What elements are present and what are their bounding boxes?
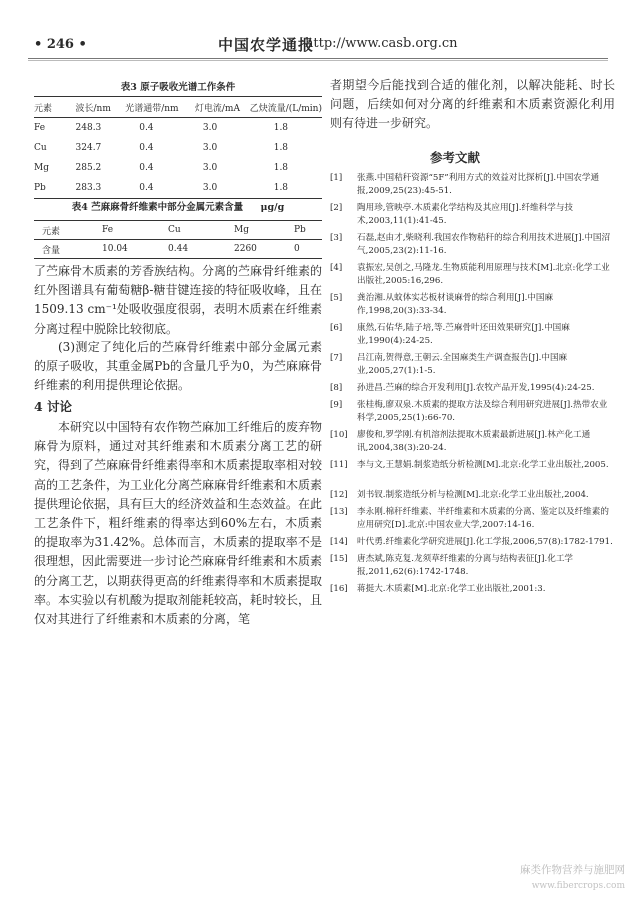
reference-number: [12] (330, 490, 348, 500)
reference-number: [11] (330, 460, 348, 470)
table4-unit: μg/g (260, 202, 285, 213)
table3-cell: 3.0 (202, 143, 218, 153)
section-title-discussion: 4 讨论 (34, 399, 73, 414)
reference-text: 孙进昌.苎麻的综合开发利用[J].农牧产品开发,1995(4):24-25. (357, 383, 595, 393)
table4-header-row (34, 221, 322, 240)
table4-header-cell: Mg (234, 225, 249, 235)
reference-text: 吕江南,贺得意,王朝云.全国麻类生产调查报告[J].中国麻业,2005,27(1):1-5. (357, 353, 568, 376)
reference-item (330, 583, 615, 596)
reference-item (330, 172, 615, 198)
reference-number: [8] (330, 383, 343, 393)
reference-item (330, 232, 615, 258)
table3-header-row (34, 97, 322, 118)
table3-cell: Mg (34, 163, 49, 173)
reference-text: 刘书钗.制浆造纸分析与检测[M].北京:化学工业出版社,2004. (357, 490, 589, 500)
table3-cell: 3.0 (202, 163, 218, 173)
reference-text: 陶用珍,管映亭.木质素化学结构及其应用[J].纤维科学与技术,2003,11(1):41-45. (357, 203, 574, 226)
reference-text: 袁振宏,吴创之,马隆龙.生物质能利用原理与技术[M].北京:化学工业出版社,2005:16,296. (357, 263, 610, 286)
left-paragraph-results-metals: (3)测定了纯化后的苎麻骨纤维素中部分金属元素的原子吸收，其重金属Pb的含量几乎为0，为苎麻麻骨纤维素的利用提供理论依据。 (34, 340, 322, 393)
reference-number: [5] (330, 293, 343, 303)
table4-cell: 2260 (234, 244, 257, 254)
table3-cell: 0.4 (139, 163, 154, 173)
reference-text: 李与文,王慧娟.制浆造纸分析检测[M].北京:化学工业出版社,2005. (357, 460, 609, 470)
table4-cell: 0.44 (168, 244, 189, 254)
reference-number: [2] (330, 203, 343, 213)
table3-cell: 0.4 (139, 183, 154, 193)
table3-cell: 285.2 (75, 163, 102, 173)
reference-text: 叶代勇.纤维素化学研究进展[J].化工学报,2006,57(8):1782-1791. (357, 537, 613, 547)
reference-item (330, 459, 615, 472)
left-paragraph-discussion: 本研究以中国特有农作物苎麻加工纤维后的废弃物麻骨为原料，通过对其纤维素和木质素分离工艺的研究，得到了苎麻麻骨纤维素得率和木质素提取率相对较高的工艺条件，为工业化分离苎麻麻骨纤维素和木质素提供理论依据，具有巨大的经济效益和生态效益。在此工艺条件下，粗纤维素的得率达到60%左右，木质素的提取率为31.42%。总体而言，木质素的提取率不是很理想，因此需要进一步讨论苎麻麻骨纤维素和木质素的分离工艺，以期获得更高的纤维素得率和木质素提取率。本实验以有机酸为提取剂能耗较高，耗时较长，且仅对其进行了纤维素和木质素的分离，笔 (34, 420, 323, 627)
reference-number: [7] (330, 353, 343, 363)
table4-header-cell: 元素 (42, 226, 61, 237)
reference-item (330, 202, 615, 228)
reference-number: [4] (330, 263, 343, 273)
reference-number: [10] (330, 430, 348, 440)
reference-text: 蒋挺大.木质素[M].北京:化学工业出版社,2001:3. (357, 584, 546, 594)
table3-cell: 0.4 (139, 143, 154, 153)
reference-item (330, 352, 615, 378)
table4-cell: 0 (294, 244, 300, 254)
table3-cell: Pb (34, 183, 46, 193)
reference-item (330, 429, 615, 455)
table3-caption: 表3 原子吸收光谱工作条件 (120, 82, 236, 93)
table-row (34, 240, 322, 259)
reference-item (330, 382, 615, 395)
journal-title: 中国农学通报 (218, 36, 315, 54)
table3-header-cell: 波长/nm (75, 103, 111, 114)
table-row (34, 118, 322, 139)
reference-text: 李永刚.棉秆纤维素、半纤维素和木质素的分离、鉴定以及纤维素的应用研究[D].北京:中国农业大学,2007:14-16. (357, 507, 609, 530)
reference-item (330, 536, 615, 549)
header-rule (28, 58, 608, 59)
reference-text: 张燕.中国秸秆资源“5F”利用方式的效益对比探析[J].中国农学通报,2009,25(23):45-51. (357, 173, 600, 196)
journal-url: http://www.casb.org.cn (305, 36, 458, 51)
reference-item (330, 506, 615, 532)
left-paragraph-results-ir: 了苎麻骨木质素的芳香族结构。分离的苎麻骨纤维素的红外图谱具有葡萄糖β-糖苷键连接的特征吸收峰，且在1509.13 cm⁻¹处吸收强度很弱，表明木质素在纤维素分离过程中脱除比较彻底。 (34, 264, 323, 336)
reference-text: 张桂梅,廖双泉.木质素的提取方法及综合利用研究进展[J].热带农业科学,2005,25(1):66-70. (357, 400, 608, 423)
header-rule-secondary (28, 60, 608, 61)
table4 (34, 220, 322, 259)
reference-text: 唐杰斌,陈克复.龙须草纤维素的分离与结构表征[J].化工学报,2011,62(6):1742-1748. (357, 554, 574, 577)
reference-number: [9] (330, 400, 343, 410)
reference-text: 石磊,赵由才,柴晓利.我国农作物秸秆的综合利用技术进展[J].中国沼气,2005,23(2):11-16. (357, 233, 611, 256)
reference-number: [3] (330, 233, 343, 243)
table3-header-cell: 光谱通带/nm (125, 103, 179, 114)
table3-cell: Fe (34, 123, 46, 133)
right-paragraph-continuation: 者期望今后能找到合适的催化剂，以解决能耗、时长问题，后续如何对分离的纤维素和木质素资源化利用则有待进一步研究。 (330, 78, 615, 131)
table3-header-cell: 乙炔流量/(L/min) (249, 103, 322, 114)
table3-header-cell: 元素 (34, 103, 53, 114)
table3-cell: 1.8 (273, 163, 289, 173)
table-row (34, 178, 322, 199)
table4-caption-line (34, 199, 322, 213)
table3-cell: 3.0 (202, 183, 218, 193)
reference-item (330, 322, 615, 348)
table-row (34, 158, 322, 178)
table3-cell: 1.8 (273, 123, 289, 133)
reference-item (330, 489, 615, 502)
reference-text: 康然,石佑华,陆子培,等.苎麻骨叶还田效果研究[J].中国麻业,1990(4):24-25. (357, 323, 570, 346)
reference-number: [16] (330, 584, 348, 594)
table4-cell: 含量 (42, 245, 61, 256)
table4-header-cell: Pb (294, 225, 306, 235)
watermark-title: 麻类作物营养与施肥网 (520, 864, 625, 876)
reference-number: [13] (330, 507, 348, 517)
table3-cell: 324.7 (75, 143, 102, 153)
watermark-url: www.fibercrops.com (531, 881, 625, 891)
table-row (34, 138, 322, 158)
table3-cell: 0.4 (139, 123, 154, 133)
references-title: 参考文献 (430, 150, 481, 165)
reference-number: [6] (330, 323, 343, 333)
reference-text: 廖俊和,罗学刚.有机溶剂法提取木质素最新进展[J].林产化工通讯,2004,38(3):20-24. (357, 430, 591, 453)
reference-item (330, 399, 615, 425)
table4-cell: 10.04 (102, 244, 128, 254)
reference-text: 龚治湘.从蚊体实芯板材谈麻骨的综合利用[J].中国麻作,1998,20(3):33-34. (357, 293, 554, 316)
table4-header-cell: Fe (102, 225, 114, 235)
table3-cell: Cu (34, 143, 47, 153)
table3 (34, 96, 322, 199)
table3-cell: 248.3 (75, 123, 102, 133)
table3-cell: 3.0 (202, 123, 218, 133)
reference-item (330, 262, 615, 288)
reference-number: [1] (330, 173, 343, 183)
table3-header-cell: 灯电流/mA (194, 103, 240, 114)
reference-number: [14] (330, 537, 348, 547)
page-number: • 246 • (34, 37, 87, 52)
reference-item (330, 553, 615, 579)
table4-caption: 表4 苎麻麻骨纤维素中部分金属元素含量 (71, 202, 244, 213)
reference-number: [15] (330, 554, 348, 564)
table3-cell: 1.8 (273, 143, 289, 153)
table3-cell: 283.3 (75, 183, 102, 193)
table4-header-cell: Cu (168, 225, 181, 235)
reference-item (330, 292, 615, 318)
table3-cell: 1.8 (273, 183, 289, 193)
